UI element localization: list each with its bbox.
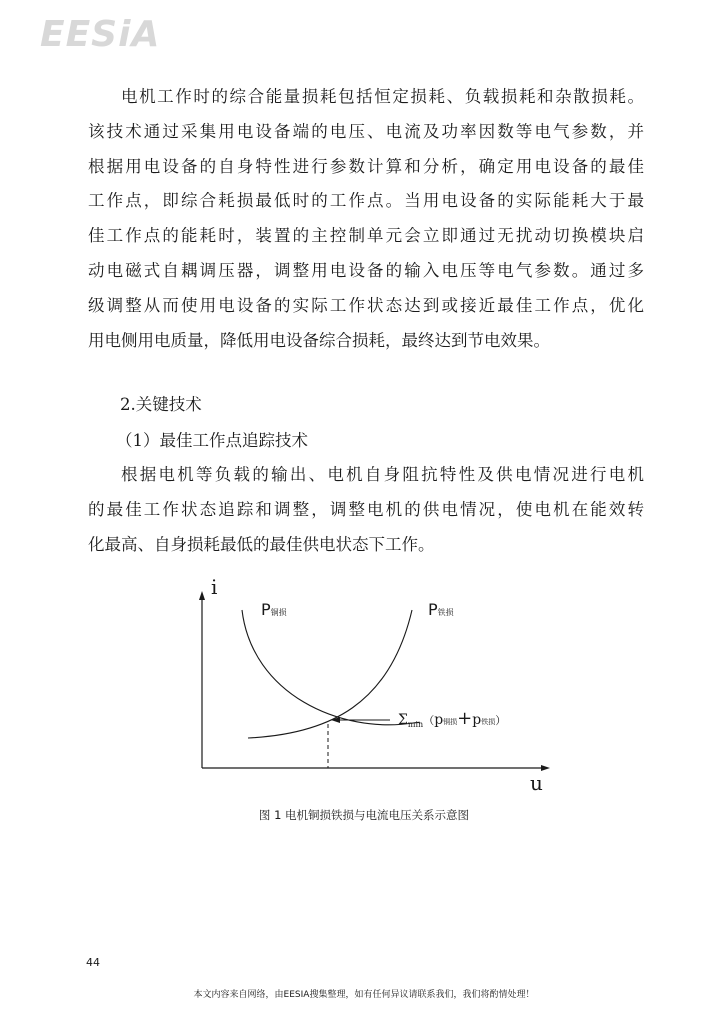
annotation-p2: p xyxy=(472,712,482,728)
paragraph-1-line: 级调整从而使用电设备的实际工作状态达到或接近最佳工作点，优化 xyxy=(88,295,644,315)
paragraph-1-line: 工作点，即综合耗损最低时的工作点。当用电设备的实际能耗大于最 xyxy=(88,191,644,211)
paragraph-1-line: 根据用电设备的自身特性进行参数计算和分析，确定用电设备的最佳 xyxy=(88,156,644,176)
copper-loss-curve xyxy=(242,610,413,725)
annotation-p2-sub: 铁损 xyxy=(481,718,496,726)
loss-curve-figure xyxy=(170,574,570,804)
figure-caption: 图 1 电机铜损铁损与电流电压关系示意图 xyxy=(258,808,470,822)
y-axis-arrow xyxy=(199,591,205,600)
iron-loss-curve xyxy=(248,610,412,738)
subsection-heading: （1）最佳工作点追踪技术 xyxy=(116,431,308,450)
paragraph-1-line: 动电磁式自耦调压器，调整用电设备的输入电压等电气参数。通过多 xyxy=(88,260,644,280)
paragraph-2-line: 的最佳工作状态追踪和调整，调整电机的供电情况，使电机在能效转 xyxy=(88,499,644,519)
section-heading: 2.关键技术 xyxy=(120,395,202,414)
paragraph-1-line: 用电侧用电质量，降低用电设备综合损耗，最终达到节电效果。 xyxy=(88,330,550,350)
copper-loss-label-main: P xyxy=(261,600,271,619)
paragraph-1 xyxy=(88,80,644,358)
copper-loss-label xyxy=(261,600,287,619)
annotation-close: ） xyxy=(495,714,507,727)
x-axis-label: u xyxy=(530,771,543,795)
paragraph-2-line: 根据电机等负载的输出、电机自身阻抗特性及供电情况进行电机 xyxy=(121,465,644,484)
paragraph-1-line: 佳工作点的能耗时，装置的主控制单元会立即通过无扰动切换模块启 xyxy=(88,226,644,246)
annotation-p1-sub: 铜损 xyxy=(443,718,458,726)
eesia-logo: EESiA xyxy=(40,14,161,55)
paragraph-1-line: 该技术通过采集用电设备端的电压、电流及功率因数等电气参数，并 xyxy=(88,121,644,141)
annotation-open: （ xyxy=(423,714,435,727)
page-number: 44 xyxy=(86,956,100,969)
annotation-sigma: Σ xyxy=(398,712,408,728)
annotation-p1: p xyxy=(434,712,444,728)
y-axis-label: i xyxy=(211,575,218,599)
paragraph-2-line: 化最高、自身损耗最低的最佳供电状态下工作。 xyxy=(88,534,435,554)
copper-loss-label-sub: 铜损 xyxy=(270,608,287,617)
iron-loss-label xyxy=(428,600,454,619)
annotation-plus: + xyxy=(457,708,473,729)
paragraph-1-line: 电机工作时的综合能量损耗包括恒定损耗、负载损耗和杂散损耗。 xyxy=(121,87,644,106)
iron-loss-label-main: P xyxy=(428,600,438,619)
footer-disclaimer: 本文内容来自网络，由EESIA搜集整理，如有任何异议请联系我们，我们将酌情处理！ xyxy=(193,990,535,1000)
annotation-sigma-sub: min xyxy=(407,720,424,729)
iron-loss-label-sub: 铁损 xyxy=(437,608,454,617)
paragraph-2 xyxy=(88,458,644,562)
minimum-annotation xyxy=(398,708,506,729)
